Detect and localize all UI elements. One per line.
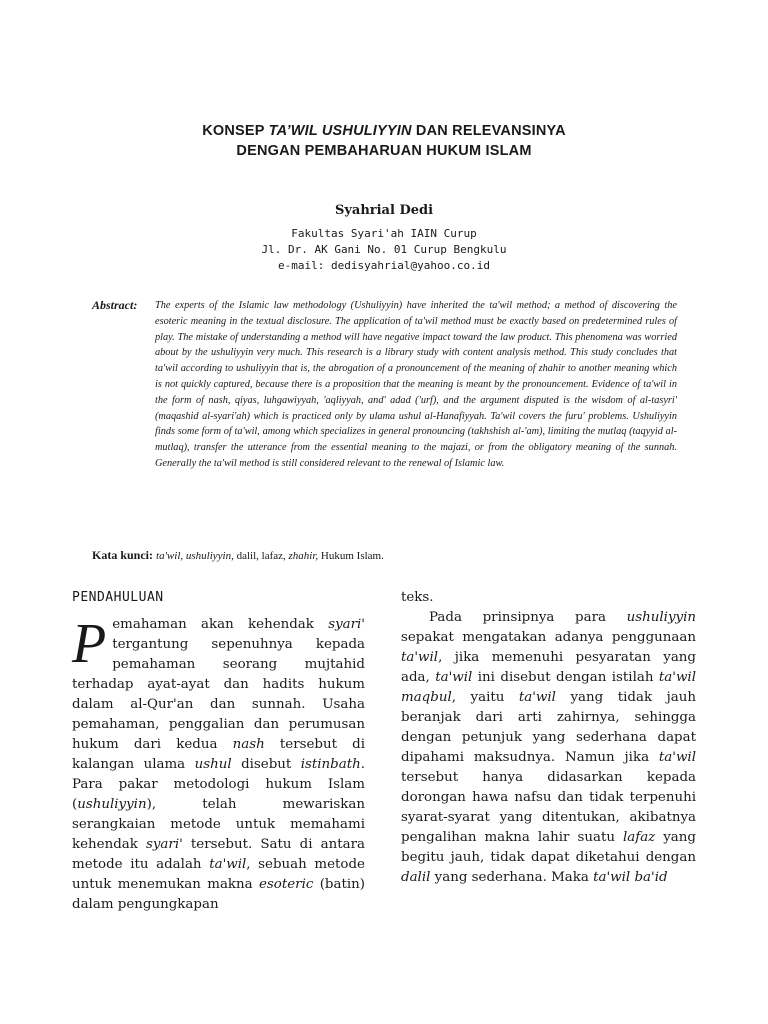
title-italic-term: TA’WIL USHULIYYIN xyxy=(268,123,412,139)
column-right xyxy=(401,588,696,888)
abstract xyxy=(92,298,677,472)
author-affiliation xyxy=(0,226,768,274)
column-left xyxy=(72,588,365,915)
title-line-2: DENGAN PEMBAHARUAN HUKUM ISLAM xyxy=(236,143,532,159)
title-line-1: KONSEP TA’WIL USHULIYYIN DAN RELEVANSINYA xyxy=(202,123,566,139)
address: Jl. Dr. AK Gani No. 01 Curup Bengkulu xyxy=(261,243,507,256)
keywords xyxy=(92,548,692,563)
paragraph-intro: Pemahaman akan kehendak syari' tergantung sepenuhnya kepada pemahaman seorang mujtahid terhadap ayat-ayat dan hadits hukum dalam al-Qur'an dan sunnah. Usaha pemahaman, penggalian dan perumusan hukum dari kedua nash tersebut di kalangan ulama ushul disebut istinbath. Para pakar metodologi hukum Islam (ushuliyyin), telah mewariskan serangkaian metode untuk memahami kehendak syari' tersebut. Satu di antara metode itu adalah ta'wil, sebuah metode untuk menemukan makna esoteric (batin) dalam pengungkapan xyxy=(72,613,365,912)
author-name: Syahrial Dedi xyxy=(334,203,434,218)
keywords-list: ta'wil, ushuliyyin, dalil, lafaz, zhahir, Hukum Islam. xyxy=(156,550,384,562)
email: e-mail: dedisyahrial@yahoo.co.id xyxy=(278,259,490,272)
drop-cap: P xyxy=(72,613,107,675)
faculty: Fakultas Syari'ah IAIN Curup xyxy=(291,227,477,240)
section-heading: PENDAHULUAN xyxy=(72,590,164,605)
keywords-label: Kata kunci: xyxy=(92,548,154,562)
abstract-label: Abstract: xyxy=(92,298,138,312)
abstract-text: The experts of the Islamic law methodology (Ushuliyyin) have inherited the ta'wil method; a method of discovering the esoteric meaning in the textual disclosure. The application of ta'wil method must be exactly based on predetermined rules of play. The mistake of understanding a method will have negative impact toward the law product. This phenomena was worried about by the ushuliyyin very much. This research is a library study with content analysis method. This study concludes that ta'wil according to ushuliyyin that is, the abrogation of a pronouncement of the meaning of zhahir to another meaning which is not quickly captured, because there is a proposition that the meaning is meant by the pronouncement. Evidence of ta'wil in the form of nash, qiyas, luhgawiyyah, 'aqliyyah, and' adad ('urf), and the argument disputed is the wisdom of al-tasyri' (maqashid al-syari'ah) which is practiced only by ulama ushul al-Hanafiyyah. Ta'wil covers the furu' problems. Ushuliyyin finds some form of ta'wil, among which specializes in general pronouncing (takhshish al-'am), limiting the mutlaq (taqyyid al-mutlaq), transfer the utterance from the essential meaning to the majazi, or from the obligatory meaning of the sunnah. Generally the ta'wil method is still considered relevant to the renewal of Islamic law. xyxy=(155,300,677,469)
article-title xyxy=(0,121,768,161)
paragraph-tawil: Pada prinsipnya para ushuliyyin sepakat mengatakan adanya penggunaan ta'wil, jika memenuhi pesyaratan yang ada, ta'wil ini disebut dengan istilah ta'wil maqbul, yaitu ta'wil yang tidak jauh beranjak dari arti zahirnya, sehingga dengan petunjuk yang sederhana dapat dipahami maksudnya. Namun jika ta'wil tersebut hanya didasarkan kepada dorongan hawa nafsu dan tidak terpenuhi syarat-syarat yang ditentukan, akibatnya pengalihan makna lahir suatu lafaz yang begitu jauh, tidak dapat diketahui dengan dalil yang sederhana. Maka ta'wil ba'id xyxy=(401,610,697,885)
paragraph-continuation: teks. xyxy=(401,590,434,605)
